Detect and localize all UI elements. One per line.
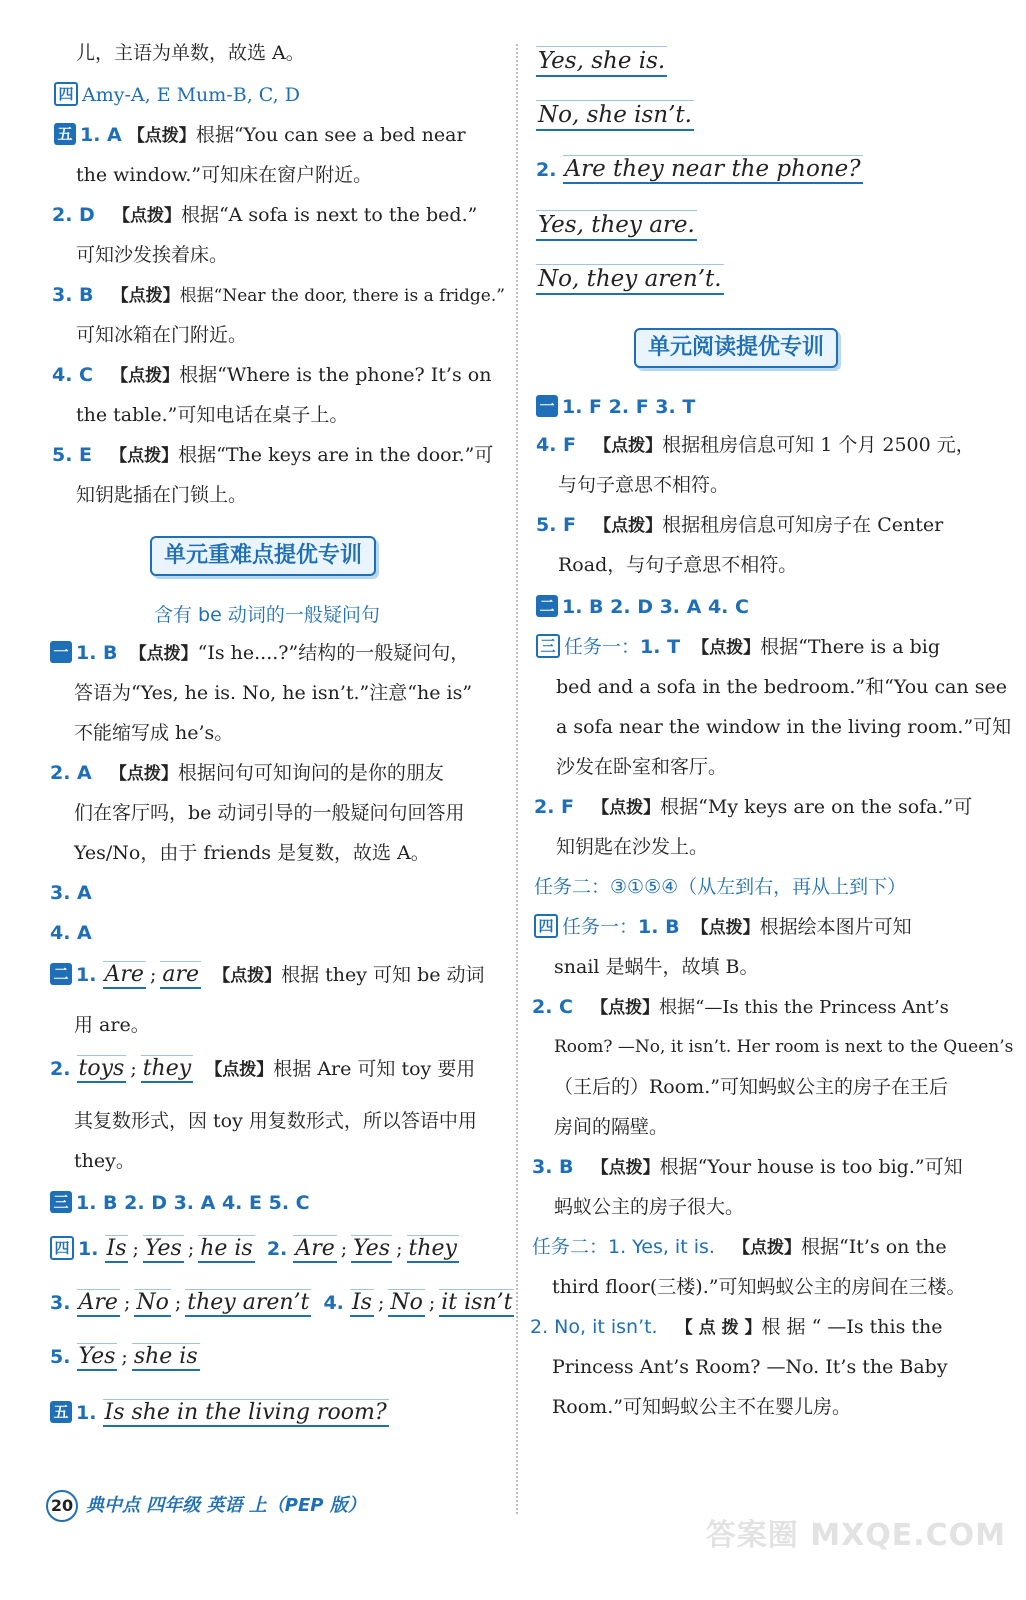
handwritten-answer: Yes xyxy=(353,1236,391,1261)
hint-label: 【点拨】 xyxy=(110,446,179,466)
hint-label: 【点拨】 xyxy=(692,638,761,658)
s1-item-4 xyxy=(50,920,92,946)
item-number: 2. xyxy=(536,159,557,181)
item-number: 5. xyxy=(50,1346,71,1368)
handwritten-answer: Is xyxy=(351,1290,372,1315)
hint-label: 【点拨】 xyxy=(733,1238,802,1258)
item-number: 1. Yes, it is. xyxy=(608,1236,715,1258)
section-badge: 二 xyxy=(50,963,72,985)
item-number: 1. xyxy=(76,1402,97,1424)
s1-item-3 xyxy=(50,880,92,906)
item-number: 2. xyxy=(50,1058,71,1080)
item-number: 2. No, it isn’t. xyxy=(530,1316,658,1338)
hint-label: 【点拨】 xyxy=(109,764,178,784)
handwritten-answer: she is xyxy=(133,1344,198,1369)
answer-text: Amy-A, E Mum-B, C, D xyxy=(82,84,300,106)
handwritten-answer: are xyxy=(162,962,199,987)
hint-text: 根据“Your house is too big.”可知 xyxy=(659,1156,963,1178)
s4-row-3: 5. Yes ; she is xyxy=(50,1344,198,1369)
text-line: Room.”可知蚂蚁公主不在婴儿房。 xyxy=(552,1396,851,1418)
text-line: 儿，主语为单数，故选 A。 xyxy=(76,42,305,64)
handwritten-answer: they xyxy=(408,1236,457,1261)
s5-item-1 xyxy=(50,1400,389,1426)
section-badge: 四 xyxy=(54,82,78,106)
r4-item-2 xyxy=(532,994,949,1021)
answer-text: 1. F 2. F 3. T xyxy=(562,396,696,418)
hint-text: 根据“—Is this the Princess Ant’s xyxy=(659,997,949,1018)
text-line: Room? —No, it isn’t. Her room is next to the Queen’s xyxy=(554,1037,1014,1057)
s2-item-2: 2. toys ; they 【点拨】根据 Are 可知 toy 要用 xyxy=(50,1056,476,1081)
handwritten-answer: Are they near the phone? xyxy=(564,156,861,182)
hint-text: 根据绘本图片可知 xyxy=(759,916,912,938)
handwritten-answer: Are xyxy=(104,962,144,987)
text-line: 沙发在卧室和客厅。 xyxy=(556,756,728,778)
r1-answers xyxy=(536,394,695,420)
hint-label: 【点拨】 xyxy=(594,516,663,536)
hint-text: 根据问句可知询问的是你的朋友 xyxy=(177,762,444,784)
hint-text: 根据 they 可知 be 动词 xyxy=(281,964,485,986)
hint-label: 【点拨】 xyxy=(127,126,196,146)
text-line: 与句子意思不相符。 xyxy=(558,474,730,496)
q4-answer xyxy=(54,82,300,108)
handwritten-answer: Yes xyxy=(78,1344,116,1369)
task2-answer: 任务二：③①⑤④（从左到右，再从上到下） xyxy=(534,876,907,898)
hint-text: 根据“It’s on the xyxy=(801,1236,947,1258)
section-badge: 四 xyxy=(534,914,558,938)
item-number: 1. T xyxy=(640,636,681,658)
task-label: 任务二： xyxy=(532,1236,609,1258)
text-line: 蚂蚁公主的房子很大。 xyxy=(554,1196,745,1218)
r4-task2-item-1 xyxy=(532,1234,947,1261)
handwritten-answer: he is xyxy=(200,1236,253,1261)
item-number: 4. C xyxy=(52,364,93,386)
item-number: 3. A xyxy=(50,882,92,904)
text-line: bed and a sofa in the bedroom.”和“You can see xyxy=(556,676,1007,698)
answer-text: 1. B 2. D 3. A 4. E 5. C xyxy=(76,1192,310,1214)
hint-text: 根据“A sofa is next to the bed.” xyxy=(180,204,478,226)
hint-label: 【点拨】 xyxy=(594,436,663,456)
hint-label: 【点拨】 xyxy=(592,798,661,818)
handwritten-answer: No xyxy=(390,1290,423,1315)
s4-row-2: 3. Are ; No ; they aren’t 4. Is ; No ; it isn’t xyxy=(50,1290,513,1315)
handwritten-answer: they xyxy=(142,1056,192,1081)
hint-text: 根据“My keys are on the sofa.”可 xyxy=(660,796,973,818)
hint-label: 【点拨】 xyxy=(691,918,760,938)
text-line: snail 是蜗牛，故填 B。 xyxy=(554,956,759,978)
hint-label: 【点拨】 xyxy=(591,1158,660,1178)
hint-text: “Is he....?”结构的一般疑问句， xyxy=(197,642,470,664)
s1-item-1 xyxy=(50,640,469,667)
item-number: 4. F xyxy=(536,434,577,456)
hint-label: 【点拨】 xyxy=(112,206,181,226)
task-label: 任务一： xyxy=(564,636,641,658)
item-number: 1. xyxy=(76,964,97,986)
text-line: 房间的隔壁。 xyxy=(554,1116,669,1138)
hint-label: 【点拨】 xyxy=(591,998,660,1018)
hint-text: 根据“There is a big xyxy=(760,636,940,658)
handwritten-answer: Is she in the living room? xyxy=(104,1400,387,1425)
handwritten-answer: Are xyxy=(78,1290,118,1315)
section-badge: 二 xyxy=(536,595,558,617)
text-line: 们在客厅吗，be 动词引导的一般疑问句回答用 xyxy=(74,802,465,824)
item-number: 1. B xyxy=(638,916,680,938)
r1-item-4 xyxy=(536,432,975,459)
r3-item-1 xyxy=(536,634,940,661)
text-line: 用 are。 xyxy=(74,1014,150,1036)
item-number: 5. F xyxy=(536,514,577,536)
q5-item-2 xyxy=(52,202,477,229)
hint-text: 根据“Near the door, there is a fridge.” xyxy=(179,286,505,306)
handwritten-answer: No, they aren’t. xyxy=(536,264,724,295)
section-banner: 单元重难点提优专训 xyxy=(150,536,376,576)
handwritten-answer: Are xyxy=(295,1236,335,1261)
text-line: third floor(三楼).”可知蚂蚁公主的房间在三楼。 xyxy=(552,1276,966,1298)
section-badge: 一 xyxy=(50,641,72,663)
handwritten-answer: Yes, she is. xyxy=(536,46,667,77)
section-badge: 一 xyxy=(536,395,558,417)
page-number: 20 xyxy=(46,1490,78,1522)
r1-item-5 xyxy=(536,512,943,539)
r3-item-2 xyxy=(534,794,972,821)
item-number: 1. A xyxy=(80,124,122,146)
text-line: 可知冰箱在门附近。 xyxy=(76,324,248,346)
hint-text: 根据 Are 可知 toy 要用 xyxy=(273,1058,476,1080)
column-divider xyxy=(516,44,518,1514)
text-line: Yes/No，由于 friends 是复数，故选 A。 xyxy=(74,842,430,864)
item-number: 5. E xyxy=(52,444,93,466)
item-number: 4. xyxy=(323,1292,344,1314)
text-line: the window.”可知床在窗户附近。 xyxy=(76,164,373,186)
r4-task2-item-2 xyxy=(530,1314,942,1341)
handwritten-answer: it isn’t xyxy=(441,1290,513,1315)
hint-label: 【点拨】 xyxy=(111,286,180,306)
page-footer xyxy=(46,1490,366,1522)
q5-item-4 xyxy=(52,362,491,389)
q5-item-3 xyxy=(52,282,505,309)
hint-label: 【点拨】 xyxy=(205,1060,274,1080)
handwritten-answer: Is xyxy=(106,1236,127,1261)
text-line: 答语为“Yes, he is. No, he isn’t.”注意“he is” xyxy=(74,682,473,704)
section-badge: 三 xyxy=(50,1191,72,1213)
book-title: 典中点 四年级 英语 上（PEP 版） xyxy=(86,1495,366,1516)
section-subtitle: 含有 be 动词的一般疑问句 xyxy=(154,604,380,626)
text-line: 知钥匙在沙发上。 xyxy=(556,836,709,858)
item-number: 2. D xyxy=(52,204,95,226)
s1-item-2 xyxy=(50,760,444,787)
item-number: 2. xyxy=(266,1238,288,1260)
handwritten-answer: Yes, they are. xyxy=(536,210,697,241)
text-line: a sofa near the window in the living room.”可知 xyxy=(556,716,1012,738)
s2-item-1: 二 1. Are ; are 【点拨】根据 they 可知 be 动词 xyxy=(50,962,485,989)
text-line: 可知沙发挨着床。 xyxy=(76,244,229,266)
r4-item-1 xyxy=(534,914,912,941)
handwritten-answer: No, she isn’t. xyxy=(536,100,694,131)
handwritten-answer: No xyxy=(136,1290,169,1315)
q5-item-1 xyxy=(54,122,466,149)
answer-text: 1. B 2. D 3. A 4. C xyxy=(562,596,749,618)
item-number: 2. A xyxy=(50,762,92,784)
hint-text: 根据租房信息可知房子在 Center xyxy=(662,514,944,536)
hint-label: 【点拨】 xyxy=(129,644,198,664)
handwritten-answer: they aren’t xyxy=(187,1290,310,1315)
watermark-logo: 答案圈 MXQE.COM xyxy=(705,1518,1006,1553)
q5-item-5 xyxy=(52,442,493,469)
handwritten-answer: toys xyxy=(78,1056,125,1081)
hint-label: 【 点 拨 】 xyxy=(675,1318,762,1338)
item-number: 2. C xyxy=(532,996,573,1018)
hint-text: 根据“Where is the phone? It’s on xyxy=(179,364,492,386)
item-number: 3. B xyxy=(52,284,94,306)
task-label: 任务一： xyxy=(562,916,639,938)
r4-item-3 xyxy=(532,1154,963,1181)
handwritten-answer: Yes xyxy=(144,1236,182,1261)
text-line: 知钥匙插在门锁上。 xyxy=(76,484,248,506)
section-badge: 三 xyxy=(536,634,560,658)
hint-text: 根据“You can see a bed near xyxy=(195,124,466,146)
hint-text: 根据租房信息可知 1 个月 2500 元， xyxy=(662,434,975,456)
s4-row-1: 四 1. Is ; Yes ; he is 2. Are ; Yes ; they xyxy=(50,1236,459,1262)
section-badge: 五 xyxy=(54,123,76,145)
item-number: 3. xyxy=(50,1292,71,1314)
r2-answers xyxy=(536,594,749,620)
item-number: 1. B xyxy=(76,642,118,664)
r-q2 xyxy=(536,156,863,183)
hint-text: 根据“The keys are in the door.”可 xyxy=(178,444,494,466)
item-number: 3. B xyxy=(532,1156,574,1178)
text-line: 其复数形式，因 toy 用复数形式，所以答语中用 xyxy=(74,1110,477,1132)
item-number: 2. F xyxy=(534,796,575,818)
hint-text: 根 据 “ —Is this the xyxy=(761,1316,943,1338)
section-banner: 单元阅读提优专训 xyxy=(634,328,838,368)
text-line: （王后的）Room.”可知蚂蚁公主的房子在王后 xyxy=(554,1076,948,1098)
hint-label: 【点拨】 xyxy=(111,366,180,386)
text-line: Road，与句子意思不相符。 xyxy=(558,554,798,576)
text-line: the table.”可知电话在桌子上。 xyxy=(76,404,349,426)
text-line: 不能缩写成 he’s。 xyxy=(74,722,234,744)
text-line: Princess Ant’s Room? —No. It’s the Baby xyxy=(552,1356,948,1378)
item-number: 4. A xyxy=(50,922,92,944)
s3-answers xyxy=(50,1190,310,1216)
text-line: they。 xyxy=(74,1150,135,1172)
hint-label: 【点拨】 xyxy=(213,966,282,986)
section-badge: 五 xyxy=(50,1401,72,1423)
section-badge: 四 xyxy=(50,1236,74,1260)
item-number: 1. xyxy=(78,1238,99,1260)
